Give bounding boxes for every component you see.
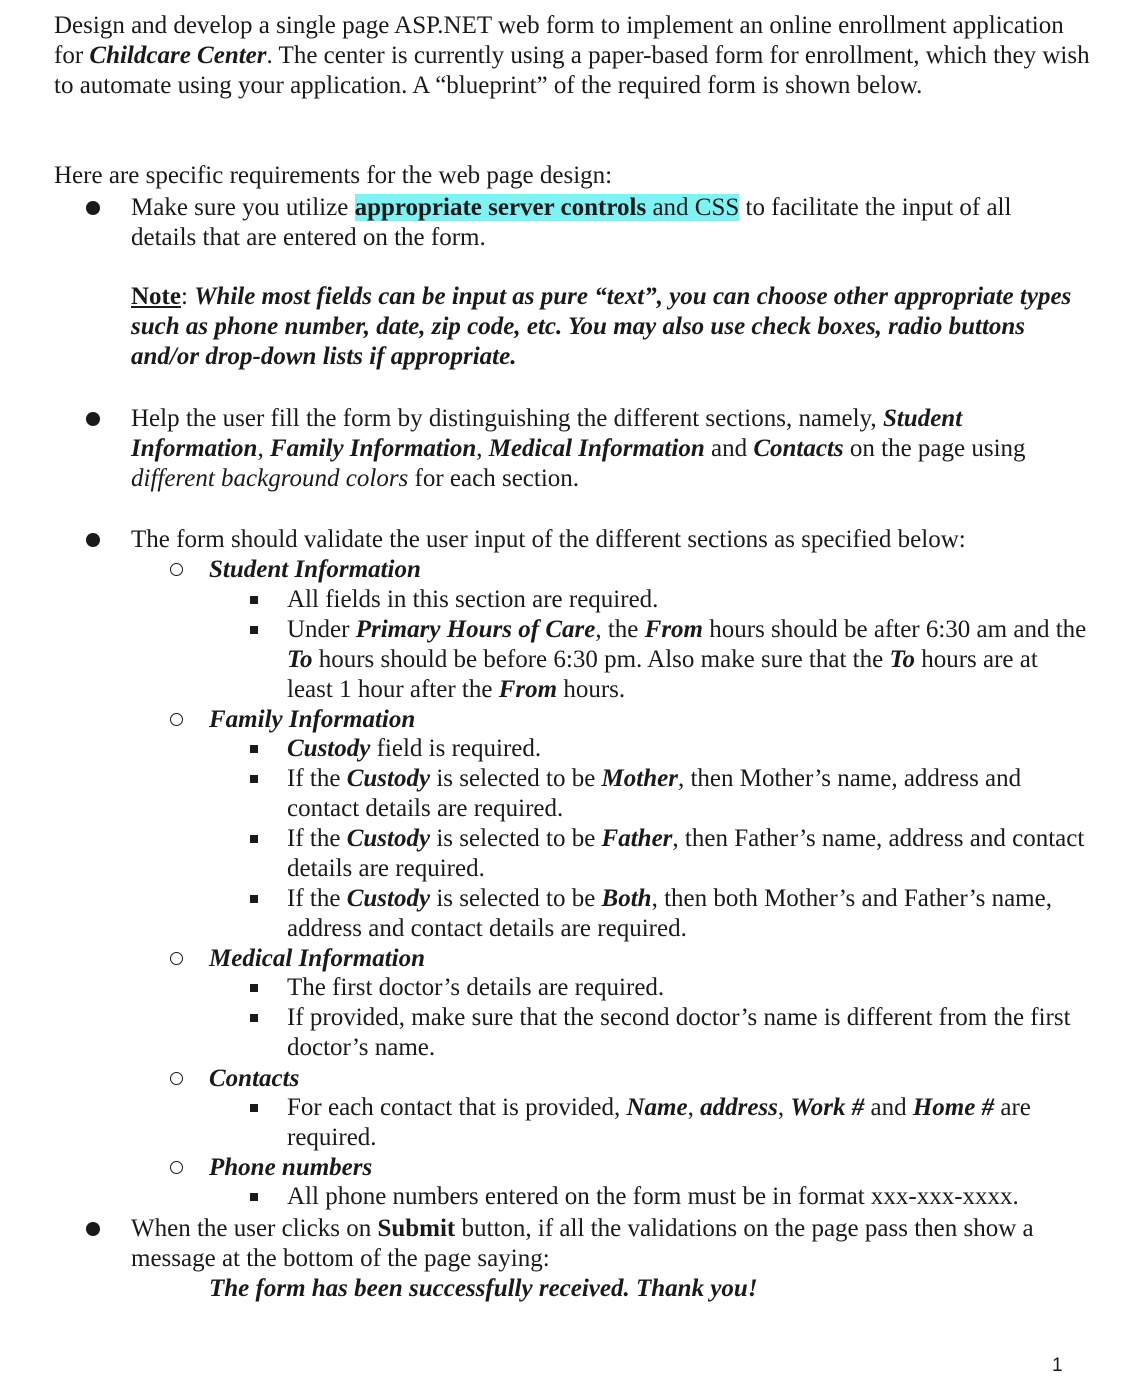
family-info-heading bbox=[209, 705, 1089, 735]
submit-term: Submit bbox=[377, 1215, 456, 1242]
req4-text: When the user clicks on bbox=[131, 1215, 378, 1242]
sub-bullet-square bbox=[250, 745, 258, 753]
contacts-rule-text: and bbox=[864, 1094, 913, 1121]
family-rule-3-text: is selected to be bbox=[430, 825, 602, 852]
student-rule-2 bbox=[287, 615, 1087, 705]
req4-text: button, if all the validations on the page pass then show a message at the bottom of the page saying: bbox=[131, 1215, 1034, 1272]
requirements-heading: Here are specific requirements for the web page design: bbox=[54, 162, 613, 189]
custody-term: Custody bbox=[287, 735, 371, 762]
family-rule-3-text: If the bbox=[287, 825, 347, 852]
intro-paragraph bbox=[54, 11, 1094, 101]
student-rule-2-text: Under bbox=[287, 616, 356, 643]
sub-bullet-circle bbox=[170, 713, 183, 726]
phone-rule-1: All phone numbers entered on the form must be in format xxx-xxx-xxxx. bbox=[287, 1183, 1019, 1210]
sub-bullet-square bbox=[250, 984, 258, 992]
address-term: address bbox=[700, 1094, 778, 1121]
bullet-dot bbox=[86, 533, 100, 547]
sub-bullet-square bbox=[250, 775, 258, 783]
note-paragraph bbox=[131, 282, 1081, 372]
req2-text-3: on the page using bbox=[843, 435, 1026, 462]
bullet-dot bbox=[86, 412, 100, 426]
student-rule-2-text: , the bbox=[595, 616, 645, 643]
sub-bullet-square bbox=[250, 895, 258, 903]
req1-text-1: Make sure you utilize bbox=[131, 194, 355, 221]
contacts-rule-text: , bbox=[687, 1094, 701, 1121]
student-heading-text: Student Information bbox=[209, 556, 421, 583]
family-rule-1 bbox=[287, 734, 1087, 764]
requirement-2 bbox=[131, 404, 1081, 494]
requirement-3: The form should validate the user input of the different sections as specified below: bbox=[131, 526, 966, 553]
success-message bbox=[209, 1274, 1089, 1304]
contacts-heading bbox=[209, 1064, 1089, 1094]
bullet-dot bbox=[86, 201, 100, 215]
req2-student-info: Student Information bbox=[131, 405, 963, 462]
to-term: To bbox=[889, 646, 915, 673]
req2-text-2: and bbox=[704, 435, 754, 462]
note-colon: : bbox=[180, 283, 195, 310]
from-term: From bbox=[644, 616, 703, 643]
req2-contacts: Contacts bbox=[753, 435, 844, 462]
contacts-heading-text: Contacts bbox=[209, 1065, 300, 1092]
both-term: Both bbox=[601, 885, 652, 912]
medical-heading-text: Medical Information bbox=[209, 945, 425, 972]
custody-term: Custody bbox=[346, 885, 431, 912]
custody-term: Custody bbox=[346, 765, 431, 792]
requirement-4 bbox=[131, 1214, 1081, 1274]
req2-bg-colors: different background colors bbox=[131, 465, 409, 492]
req1-text-2: to facilitate the input of all details that are entered on the form. bbox=[131, 194, 1012, 251]
intro-text-1: Design and develop a single page ASP.NET web form to implement an online enrollment application for bbox=[54, 12, 1064, 69]
phone-heading-text: Phone numbers bbox=[209, 1154, 373, 1181]
family-rule-2-text: If the bbox=[287, 765, 347, 792]
sub-bullet-circle bbox=[170, 1072, 183, 1085]
student-rule-1: All fields in this section are required. bbox=[287, 586, 659, 613]
medical-rule-2: If provided, make sure that the second doctor’s name is different from the first doctor’s name. bbox=[287, 1004, 1071, 1061]
to-term: To bbox=[287, 646, 313, 673]
medical-info-heading bbox=[209, 944, 1089, 974]
sub-bullet-circle bbox=[170, 1161, 183, 1174]
family-rule-4 bbox=[287, 884, 1087, 944]
sub-bullet-circle bbox=[170, 952, 183, 965]
req1-highlight-controls: appropriate server controls bbox=[354, 194, 647, 221]
contacts-rule-text: For each contact that is provided, bbox=[287, 1094, 627, 1121]
family-heading-text: Family Information bbox=[209, 706, 416, 733]
sub-bullet-square bbox=[250, 1014, 258, 1022]
name-term: Name bbox=[626, 1094, 688, 1121]
father-term: Father bbox=[601, 825, 673, 852]
req2-text-4: for each section. bbox=[408, 465, 580, 492]
student-rule-2-text: hours are at least 1 hour after the bbox=[287, 646, 1038, 703]
note-text: While most fields can be input as pure “text”, you can choose other appropriate types such as phone number, date, zip code, etc. You may also use check boxes, radio buttons and/or drop-down lists if appropriate. bbox=[131, 283, 1072, 370]
family-rule-2 bbox=[287, 764, 1087, 824]
family-rule-4-text: , then both Mother’s and Father’s name, address and contact details are required. bbox=[287, 885, 1052, 942]
family-rule-1-text: field is required. bbox=[370, 735, 542, 762]
req2-medical-info: Medical Information bbox=[488, 435, 705, 462]
contacts-rule-1 bbox=[287, 1093, 1087, 1153]
intro-center-name: Childcare Center bbox=[89, 42, 267, 69]
intro-text-2: . The center is currently using a paper-based form for enrollment, which they wish to automate using your application. A “blueprint” of the required form is shown below. bbox=[54, 42, 1090, 99]
sub-bullet-square bbox=[250, 596, 258, 604]
req1-highlight-css: and CSS bbox=[646, 194, 740, 221]
sub-bullet-square bbox=[250, 1193, 258, 1201]
student-rule-2-text: hours. bbox=[557, 676, 626, 703]
note-label: Note bbox=[131, 283, 181, 310]
student-rule-2-text: hours should be after 6:30 am and the bbox=[703, 616, 1087, 643]
family-rule-3 bbox=[287, 824, 1087, 884]
family-rule-2-text: , then Mother’s name, address and contact details are required. bbox=[287, 765, 1022, 822]
mother-term: Mother bbox=[601, 765, 678, 792]
sub-bullet-circle bbox=[170, 563, 183, 576]
student-info-heading bbox=[209, 555, 1089, 585]
work-number-term: Work # bbox=[790, 1094, 865, 1121]
contacts-rule-text: , bbox=[777, 1094, 791, 1121]
family-rule-2-text: is selected to be bbox=[430, 765, 602, 792]
req2-family-info: Family Information bbox=[269, 435, 477, 462]
primary-hours-of-care: Primary Hours of Care bbox=[355, 616, 596, 643]
req2-comma-2: , bbox=[476, 435, 489, 462]
sub-bullet-square bbox=[250, 1104, 258, 1112]
req2-text-1: Help the user fill the form by distinguishing the different sections, namely, bbox=[131, 405, 883, 432]
custody-term: Custody bbox=[346, 825, 431, 852]
family-rule-3-text: , then Father’s name, address and contact details are required. bbox=[287, 825, 1085, 882]
contacts-rule-text: are required. bbox=[287, 1094, 1031, 1151]
requirement-1 bbox=[131, 193, 1081, 253]
bullet-dot bbox=[86, 1222, 100, 1236]
sub-bullet-square bbox=[250, 835, 258, 843]
family-rule-4-text: is selected to be bbox=[430, 885, 602, 912]
page-number: 1 bbox=[1052, 1355, 1063, 1376]
req2-comma-1: , bbox=[257, 435, 270, 462]
from-term: From bbox=[498, 676, 558, 703]
phone-numbers-heading bbox=[209, 1153, 1089, 1183]
family-rule-4-text: If the bbox=[287, 885, 347, 912]
medical-rule-1: The first doctor’s details are required. bbox=[287, 974, 665, 1001]
success-message-text: The form has been successfully received. Thank you! bbox=[209, 1275, 758, 1302]
student-rule-2-text: hours should be before 6:30 pm. Also make sure that the bbox=[312, 646, 890, 673]
sub-bullet-square bbox=[250, 626, 258, 634]
home-number-term: Home # bbox=[912, 1094, 995, 1121]
